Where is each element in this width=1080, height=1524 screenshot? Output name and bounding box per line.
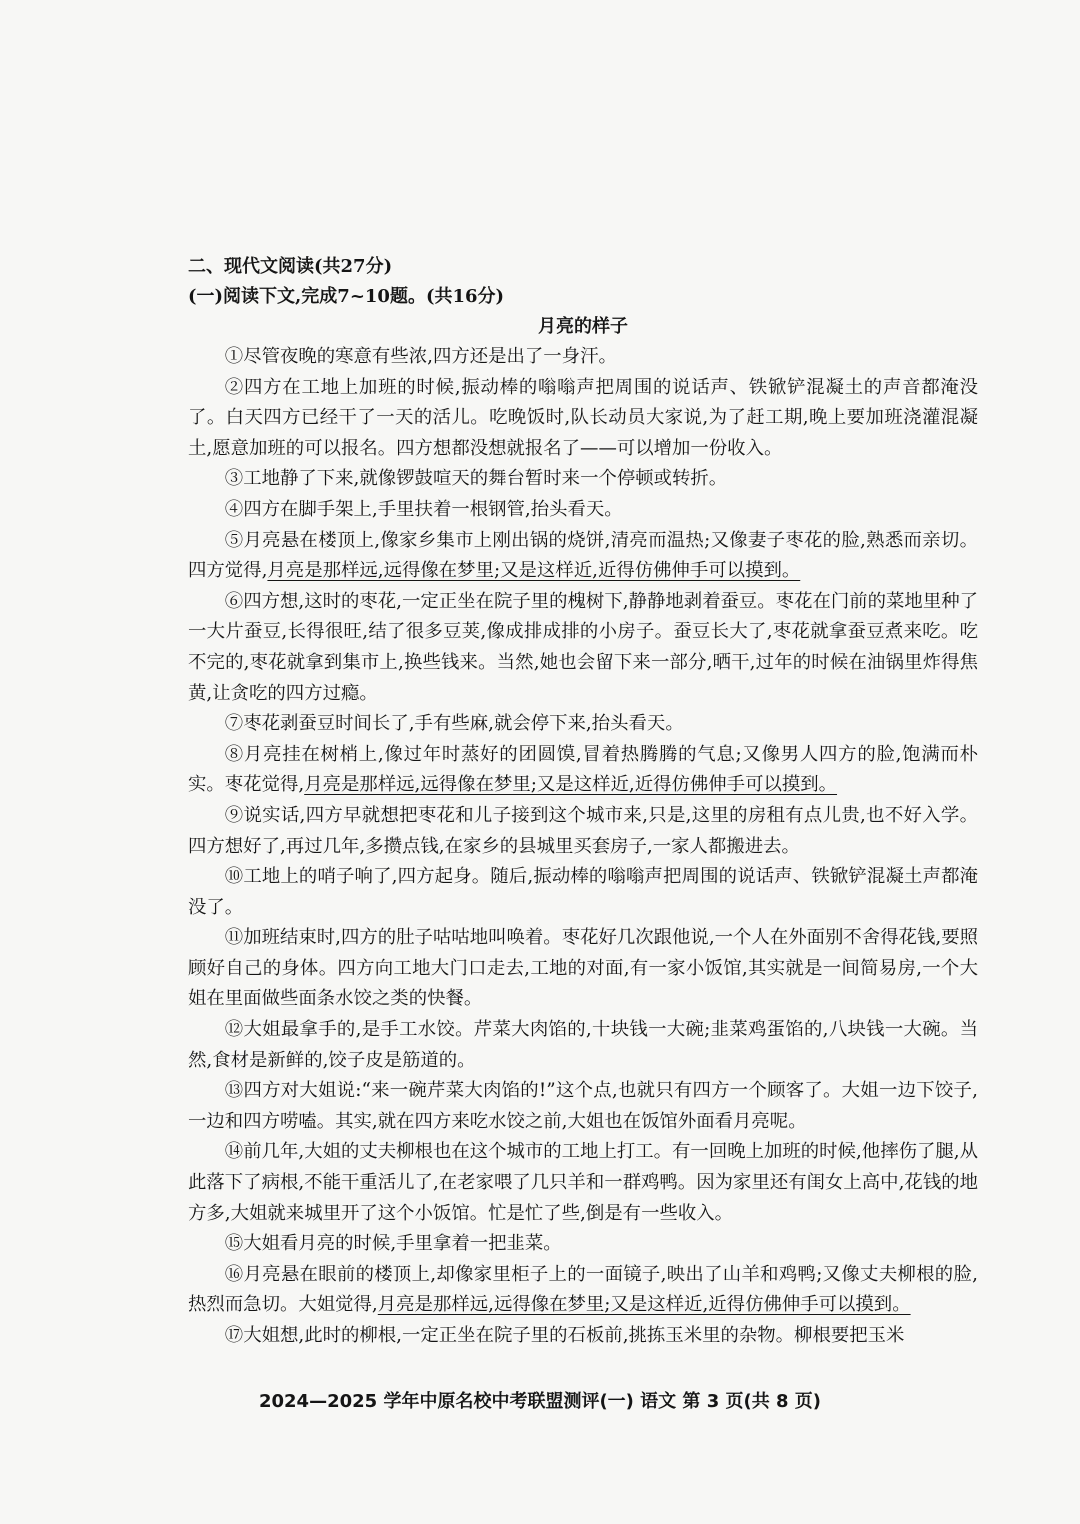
underlined-sentence: 月亮是那样远,远得像在梦里;又是这样近,近得仿佛伸手可以摸到。 xyxy=(267,560,801,582)
page-footer: 2024—2025 学年中原名校中考联盟测评(一) 语文 第 3 页(共 8 页) xyxy=(258,1391,821,1412)
paragraph xyxy=(188,740,978,801)
section-heading: 二、现代文阅读(共27分) xyxy=(188,256,393,277)
paragraph xyxy=(188,526,978,587)
paragraph-text: ⑭前几年,大姐的丈夫柳根也在这个城市的工地上打工。有一回晚上加班的时候,他摔伤了腿,从此落下了病根,不能干重活儿了,在老家喂了几只羊和一群鸡鸭。因为家里还有闺女上高中,花钱的地方多,大姐就来城里开了这个小饭馆。忙是忙了些,倒是有一些收入。 xyxy=(188,1141,978,1224)
underlined-sentence: 月亮是那样远,远得像在梦里;又是这样近,近得仿佛伸手可以摸到。 xyxy=(377,1294,911,1316)
paragraph-text: ①尽管夜晚的寒意有些浓,四方还是出了一身汗。 xyxy=(224,346,617,367)
paragraph xyxy=(188,1137,978,1229)
paragraph xyxy=(188,1321,978,1352)
paragraph-text: ⑯月亮悬在眼前的楼顶上,却像家里柜子上的一面镜子,映出了山羊和鸡鸭;又像丈夫柳根的脸,热烈而急切。大姐觉得, xyxy=(188,1263,978,1316)
reading-section xyxy=(188,252,978,1352)
paragraph xyxy=(188,1015,978,1076)
article-title: 月亮的样子 xyxy=(538,316,628,337)
paragraph xyxy=(188,1260,978,1321)
paragraph-text: ⑦枣花剥蚕豆时间长了,手有些麻,就会停下来,抬头看天。 xyxy=(224,713,684,735)
paragraph-text: ④四方在脚手架上,手里扶着一根钢管,抬头看天。 xyxy=(224,498,623,520)
paragraph-text: ⑧月亮挂在树梢上,像过年时蒸好的团圆馍,冒着热腾腾的气息;又像男人四方的脸,饱满而朴实。枣花觉得, xyxy=(188,743,978,796)
paragraph-text: ③工地静了下来,就像锣鼓喧天的舞台暂时来一个停顿或转折。 xyxy=(224,468,728,490)
paragraph xyxy=(188,342,978,373)
paragraph xyxy=(188,1229,978,1260)
paragraph-text: ⑰大姐想,此时的柳根,一定正坐在院子里的石板前,挑拣玉米里的杂物。柳根要把玉米 xyxy=(224,1325,905,1346)
sub-heading: (一)阅读下文,完成7~10题。(共16分) xyxy=(188,286,505,307)
paragraph-text: ⑬四方对大姐说:“来一碗芹菜大肉馅的!”这个点,也就只有四方一个顾客了。大姐一边下饺子,一边和四方唠嗑。其实,就在四方来吃水饺之前,大姐也在饭馆外面看月亮呢。 xyxy=(188,1080,978,1132)
paragraph xyxy=(188,464,978,495)
paragraph-text: ②四方在工地上加班的时候,振动棒的嗡嗡声把周围的说话声、铁锨铲混凝土的声音都淹没了。白天四方已经干了一天的活儿。吃晚饭时,队长动员大家说,为了赶工期,晚上要加班浇灌混凝土,愿意加班的可以报名。四方想都没想就报名了——可以增加一份收入。 xyxy=(188,376,978,459)
paragraph-text: ⑨说实话,四方早就想把枣花和儿子接到这个城市来,只是,这里的房租有点儿贵,也不好入学。四方想好了,再过几年,多攒点钱,在家乡的县城里买套房子,一家人都搬进去。 xyxy=(188,804,978,857)
paragraph xyxy=(188,373,978,465)
paragraph xyxy=(188,495,978,526)
paragraph-text: ⑤月亮悬在楼顶上,像家乡集市上刚出锅的烧饼,清亮而温热;又像妻子枣花的脸,熟悉而亲切。四方觉得, xyxy=(188,529,978,582)
paragraph-text: ⑪加班结束时,四方的肚子咕咕地叫唤着。枣花好几次跟他说,一个人在外面别不舍得花钱,要照顾好自己的身体。四方向工地大门口走去,工地的对面,有一家小饭馆,其实就是一间简易房,一个大姐在里面做些面条水饺之类的快餐。 xyxy=(188,927,978,1010)
paragraph xyxy=(188,801,978,862)
paragraph xyxy=(188,862,978,923)
paragraph-text: ⑥四方想,这时的枣花,一定正坐在院子里的槐树下,静静地剥着蚕豆。枣花在门前的菜地里种了一大片蚕豆,长得很旺,结了很多豆荚,像成排成排的小房子。蚕豆长大了,枣花就拿蚕豆煮来吃。吃不完的,枣花就拿到集市上,换些钱来。当然,她也会留下来一部分,晒干,过年的时候在油锅里炸得焦黄,让贪吃的四方过瘾。 xyxy=(188,590,978,704)
paragraph-text: ⑩工地上的哨子响了,四方起身。随后,振动棒的嗡嗡声把周围的说话声、铁锨铲混凝土声都淹没了。 xyxy=(188,866,978,918)
paragraph-text: ⑫大姐最拿手的,是手工水饺。芹菜大肉馅的,十块钱一大碗;韭菜鸡蛋馅的,八块钱一大碗。当然,食材是新鲜的,饺子皮是筋道的。 xyxy=(188,1019,978,1071)
article-body xyxy=(188,342,978,1352)
paragraph xyxy=(188,1076,978,1137)
paragraph xyxy=(188,587,978,709)
underlined-sentence: 月亮是那样远,远得像在梦里;又是这样近,近得仿佛伸手可以摸到。 xyxy=(304,774,838,796)
paragraph xyxy=(188,923,978,1015)
paragraph-text: ⑮大姐看月亮的时候,手里拿着一把韭菜。 xyxy=(224,1233,562,1255)
paragraph xyxy=(188,709,978,740)
